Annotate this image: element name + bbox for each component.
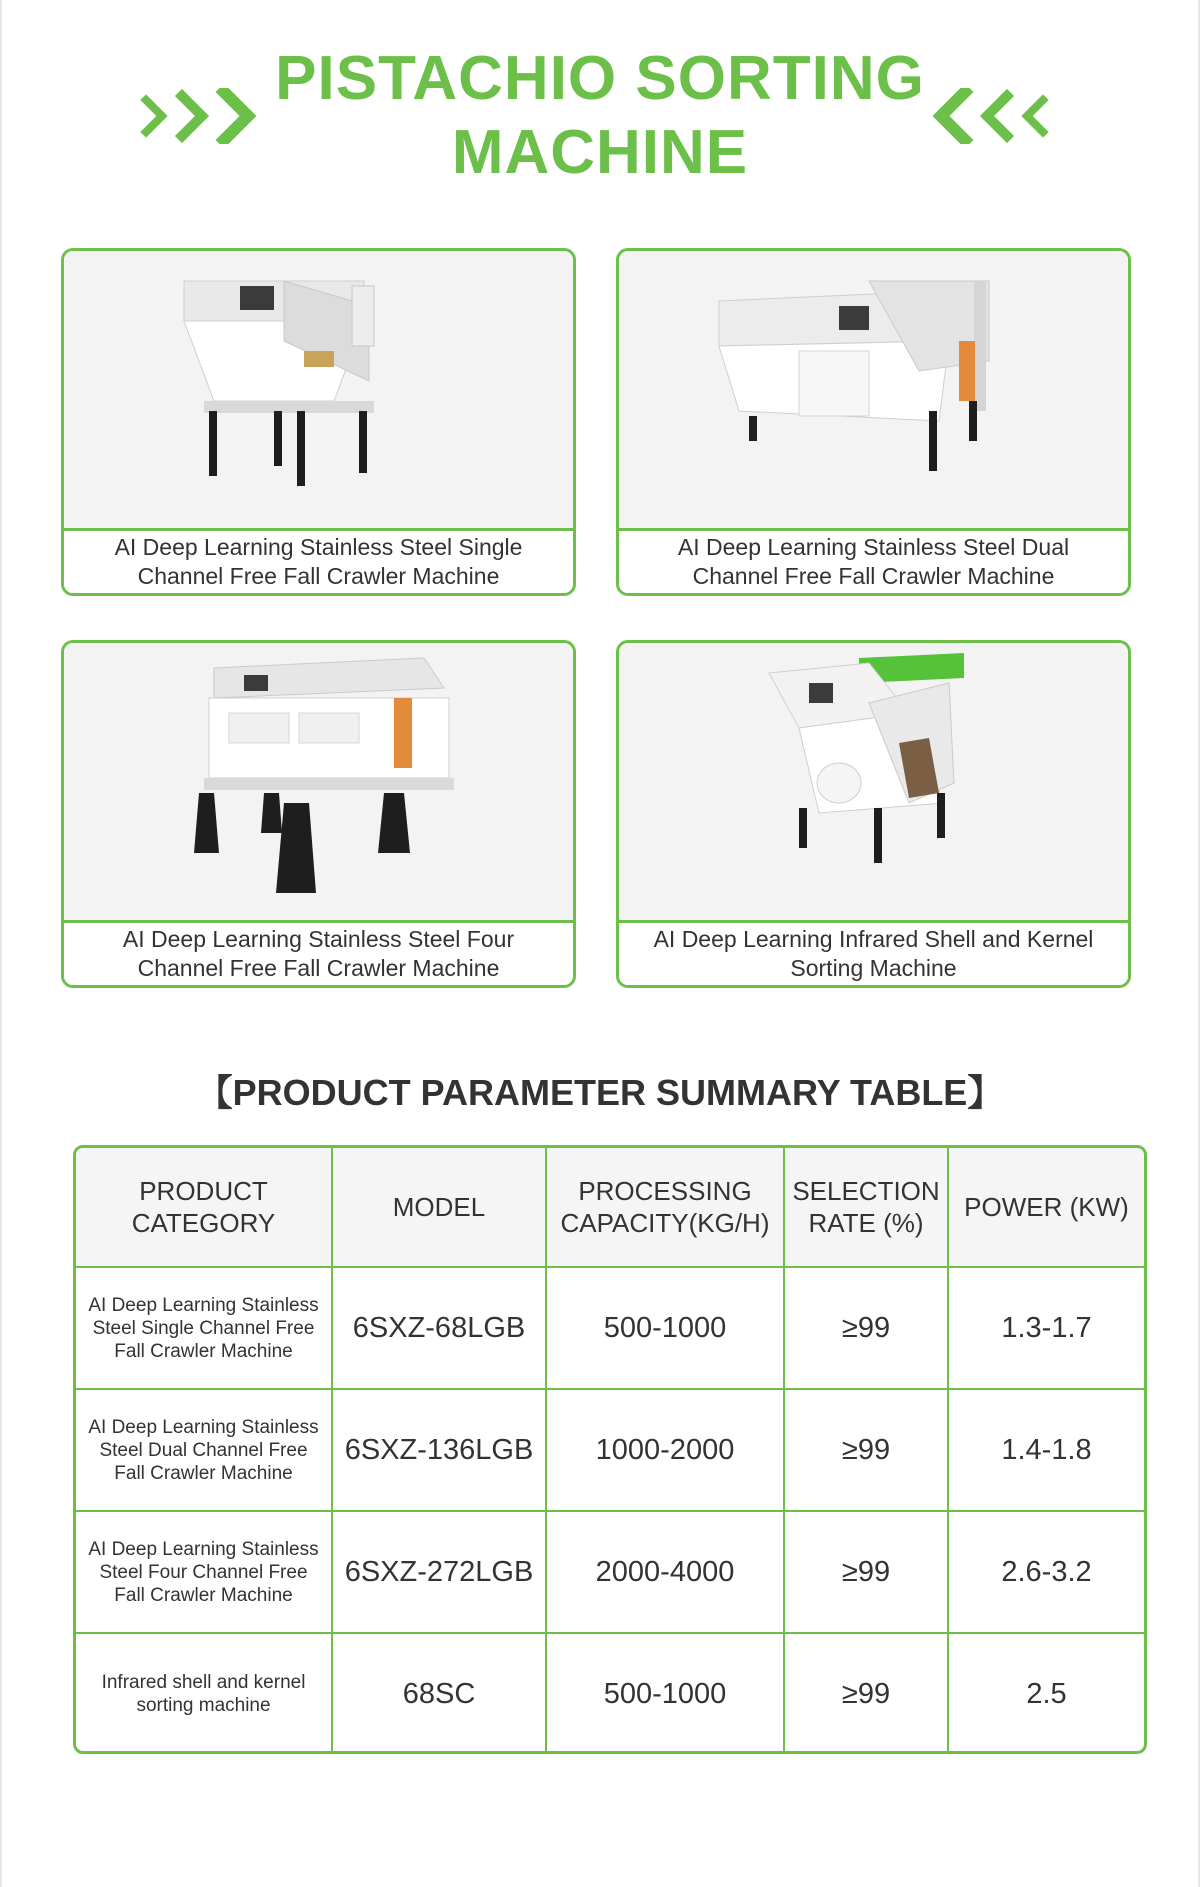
product-caption: AI Deep Learning Infrared Shell and Kernel Sorting Machine: [619, 920, 1128, 985]
cell-selection-rate: ≥99: [784, 1267, 948, 1389]
table-row: [76, 1633, 1144, 1754]
page-title: [260, 42, 940, 190]
header-selection-rate: SELECTION RATE (%): [784, 1148, 948, 1267]
table-row: [76, 1389, 1144, 1511]
table-row: [76, 1511, 1144, 1633]
product-card-single-channel[interactable]: [61, 248, 576, 596]
cell-capacity: 500-1000: [546, 1267, 784, 1389]
cell-model: 6SXZ-136LGB: [332, 1389, 546, 1511]
cell-category: AI Deep Learning Stainless Steel Single Channel Free Fall Crawler Machine: [76, 1267, 332, 1389]
product-card-dual-channel[interactable]: [616, 248, 1131, 596]
cell-model: 6SXZ-272LGB: [332, 1511, 546, 1633]
cell-capacity: 1000-2000: [546, 1389, 784, 1511]
cell-power: 1.4-1.8: [948, 1389, 1144, 1511]
cell-power: 2.6-3.2: [948, 1511, 1144, 1633]
table-header-row: [76, 1148, 1144, 1267]
cell-power: 1.3-1.7: [948, 1267, 1144, 1389]
header-model: MODEL: [332, 1148, 546, 1267]
dual-channel-sorter-image: [619, 251, 1128, 528]
infrared-sorter-image: [619, 643, 1128, 920]
single-channel-sorter-image: [64, 251, 573, 528]
header: [0, 30, 1200, 187]
cell-category: Infrared shell and kernel sorting machine: [76, 1633, 332, 1754]
product-card-infrared[interactable]: [616, 640, 1131, 988]
parameter-table: [73, 1145, 1147, 1754]
cell-power: 2.5: [948, 1633, 1144, 1754]
cell-capacity: 2000-4000: [546, 1511, 784, 1633]
table-row: [76, 1267, 1144, 1389]
cell-category: AI Deep Learning Stainless Steel Four Channel Free Fall Crawler Machine: [76, 1511, 332, 1633]
product-card-four-channel[interactable]: [61, 640, 576, 988]
cell-model: 6SXZ-68LGB: [332, 1267, 546, 1389]
cell-selection-rate: ≥99: [784, 1633, 948, 1754]
cell-category: AI Deep Learning Stainless Steel Dual Channel Free Fall Crawler Machine: [76, 1389, 332, 1511]
title-line-2: MACHINE: [451, 118, 749, 187]
chevrons-right-icon: [140, 88, 265, 144]
title-line-1: PISTACHIO SORTING: [275, 44, 925, 113]
header-power: POWER (KW): [948, 1148, 1144, 1267]
chevrons-left-icon: [925, 88, 1050, 144]
cell-selection-rate: ≥99: [784, 1389, 948, 1511]
product-caption: AI Deep Learning Stainless Steel Four Channel Free Fall Crawler Machine: [64, 920, 573, 985]
table-title: 【PRODUCT PARAMETER SUMMARY TABLE】: [196, 1072, 1004, 1113]
product-caption: AI Deep Learning Stainless Steel Dual Channel Free Fall Crawler Machine: [619, 528, 1128, 593]
product-caption: AI Deep Learning Stainless Steel Single Channel Free Fall Crawler Machine: [64, 528, 573, 593]
cell-model: 68SC: [332, 1633, 546, 1754]
cell-selection-rate: ≥99: [784, 1511, 948, 1633]
header-processing-capacity: PROCESSING CAPACITY(KG/H): [546, 1148, 784, 1267]
header-product-category: PRODUCT CATEGORY: [76, 1148, 332, 1267]
cell-capacity: 500-1000: [546, 1633, 784, 1754]
four-channel-sorter-image: [64, 643, 573, 920]
